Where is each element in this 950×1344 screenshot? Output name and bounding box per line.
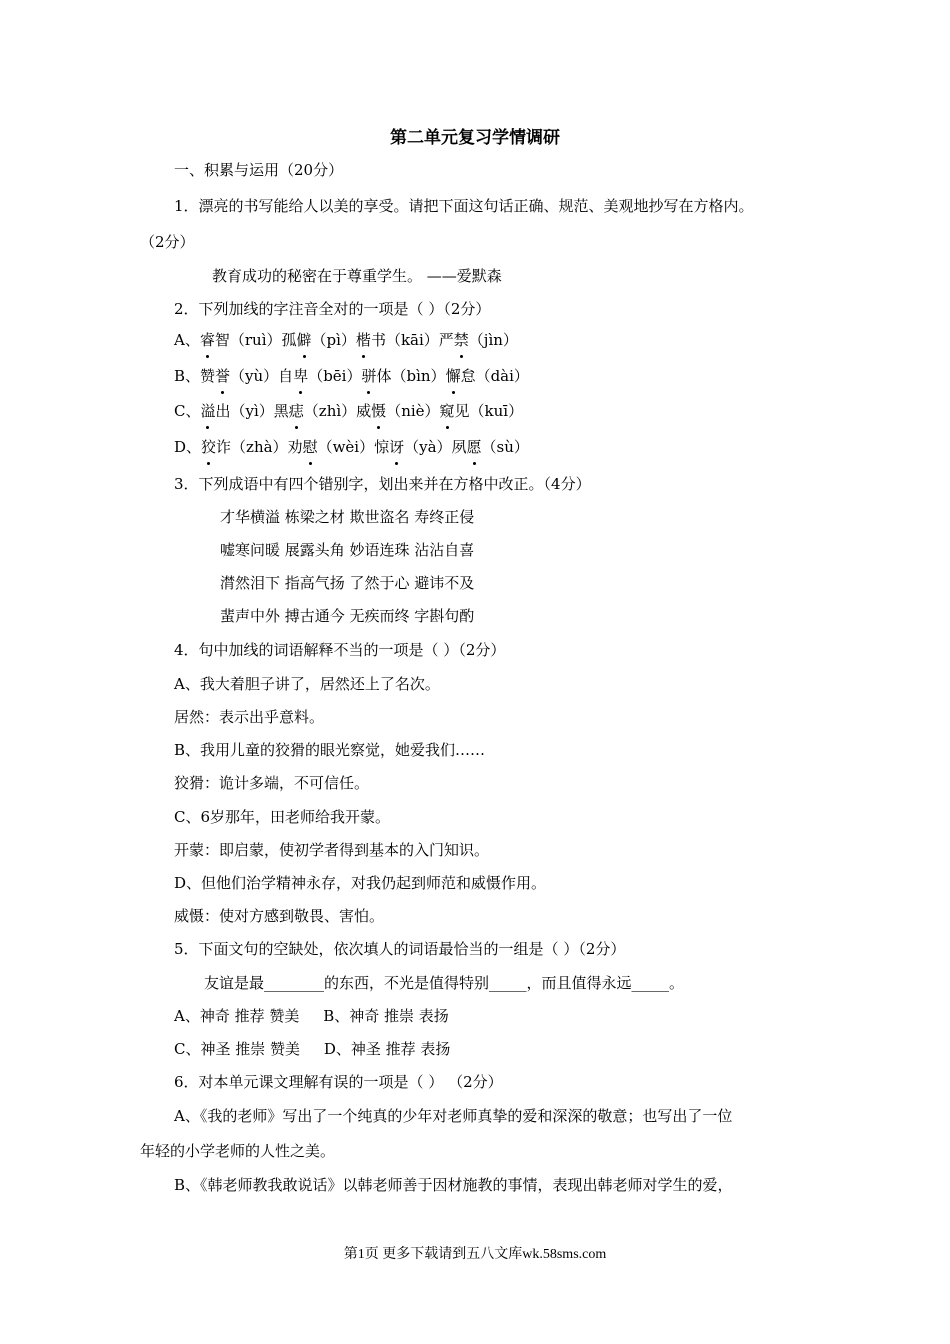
question-2-option-b: [174, 364, 529, 388]
option-text: C、: [174, 402, 201, 420]
question-4-line: 威慑：使对方感到敬畏、害怕。: [174, 907, 385, 925]
section-heading: 一、积累与运用（20分）: [174, 161, 344, 179]
question-4-line: C、6岁那年，田老师给我开蒙。: [174, 808, 391, 826]
option-text: B、赞: [174, 367, 216, 385]
dotted-character: 楷: [356, 328, 371, 352]
question-6-option-b: B、《韩老师教我敢说话》以韩老师善于因材施教的事情，表现出韩老师对学生的爱，: [174, 1176, 733, 1194]
option-text: （sù）: [481, 438, 529, 456]
option-text: 智（ruì）孤: [214, 331, 297, 349]
option-text: 出（yì）黑: [215, 402, 289, 420]
dotted-character: 骈: [361, 364, 376, 388]
option-text: 见（kuī）: [454, 402, 524, 420]
option-text: 书（kāi）严: [370, 331, 454, 349]
question-1-score: （2分）: [140, 233, 195, 251]
option-text: （jìn）: [468, 331, 518, 349]
dotted-character: 卑: [293, 364, 308, 388]
question-4-line: 开蒙：即启蒙，使初学者得到基本的入门知识。: [174, 841, 490, 859]
dotted-character: 讶: [389, 435, 404, 459]
dotted-character: 誉: [215, 364, 230, 388]
question-1-quote: 教育成功的秘密在于尊重学生。 ——爱默森: [212, 267, 502, 285]
dotted-character: 慑: [371, 399, 386, 423]
question-4-line: A、我大着胆子讲了，居然还上了名次。: [174, 675, 440, 693]
question-4-line: D、但他们治学精神永存，对我仍起到师范和威慑作用。: [174, 874, 547, 892]
idiom-row: 嘘寒问暖 展露头角 妙语连珠 沾沾自喜: [220, 541, 475, 559]
dotted-character: 睿: [200, 328, 215, 352]
dotted-character: 懈: [446, 364, 461, 388]
question-4-line: B、我用儿童的狡猾的眼光察觉，她爱我们……: [174, 741, 486, 759]
question-4-line: 狡猾：诡计多端，不可信任。: [174, 774, 370, 792]
option-text: （zhì）威: [303, 402, 372, 420]
question-3: 3．下列成语中有四个错别字，划出来并在方格中改正。（4分）: [174, 475, 591, 493]
question-2-option-c: [174, 399, 523, 423]
question-2: 2．下列加线的字注音全对的一项是（ ）（2分）: [174, 300, 491, 318]
idiom-row: 才华横溢 栋梁之材 欺世盗名 寿终正侵: [220, 508, 475, 526]
option-text: （bēi）: [308, 367, 362, 385]
option-text: D、: [174, 438, 202, 456]
question-5-sentence: 友谊是最________的东西，不光是值得特别_____，而且值得永远_____。: [204, 974, 685, 992]
dotted-character: 窥: [440, 399, 455, 423]
question-5-options: A、神奇 推荐 赞美 B、神奇 推崇 表扬: [174, 1007, 449, 1025]
dotted-character: 狡: [201, 435, 216, 459]
option-text: A、: [174, 331, 200, 349]
dotted-character: 慰: [303, 435, 318, 459]
dotted-character: 愿: [467, 435, 482, 459]
option-text: 体（bìn）: [376, 367, 446, 385]
question-2-option-a: [174, 328, 518, 352]
question-4-line: 居然：表示出乎意料。: [174, 708, 325, 726]
dotted-character: 禁: [454, 328, 469, 352]
dotted-character: 痣: [289, 399, 304, 423]
option-text: （pì）: [311, 331, 356, 349]
page-footer: 第1页 更多下载请到五八文库wk.58sms.com: [343, 1247, 607, 1262]
question-6-option-a-cont: 年轻的小学老师的人性之美。: [140, 1142, 336, 1160]
idiom-row: 潸然泪下 指高气扬 了然于心 避讳不及: [220, 574, 475, 592]
idiom-row: 蜚声中外 搏古通今 无疾而终 字斟句酌: [220, 607, 475, 625]
option-text: （wèi）惊: [317, 438, 390, 456]
question-6: 6．对本单元课文理解有误的一项是（ ） （2分）: [174, 1073, 503, 1091]
question-2-option-d: [174, 435, 529, 459]
question-5: 5．下面文句的空缺处，依次填人的词语最恰当的一组是（ ）（2分）: [174, 940, 626, 958]
question-5-options: C、神圣 推崇 赞美 D、神圣 推荐 表扬: [174, 1040, 451, 1058]
option-text: 诈（zhà）劝: [216, 438, 303, 456]
dotted-character: 溢: [200, 399, 215, 423]
option-text: （yà）夙: [404, 438, 467, 456]
question-1: 1．漂亮的书写能给人以美的享受。请把下面这句话正确、规范、美观地抄写在方格内。: [174, 197, 754, 215]
option-text: （niè）: [386, 402, 440, 420]
dotted-character: 僻: [297, 328, 312, 352]
option-text: （yù）自: [230, 367, 294, 385]
question-6-option-a: A、《我的老师》写出了一个纯真的少年对老师真挚的爱和深深的敬意；也写出了一位: [174, 1107, 733, 1125]
question-4: 4．句中加线的词语解释不当的一项是（ ）（2分）: [174, 641, 506, 659]
option-text: 怠（dài）: [460, 367, 529, 385]
page-title: 第二单元复习学情调研: [390, 128, 560, 148]
